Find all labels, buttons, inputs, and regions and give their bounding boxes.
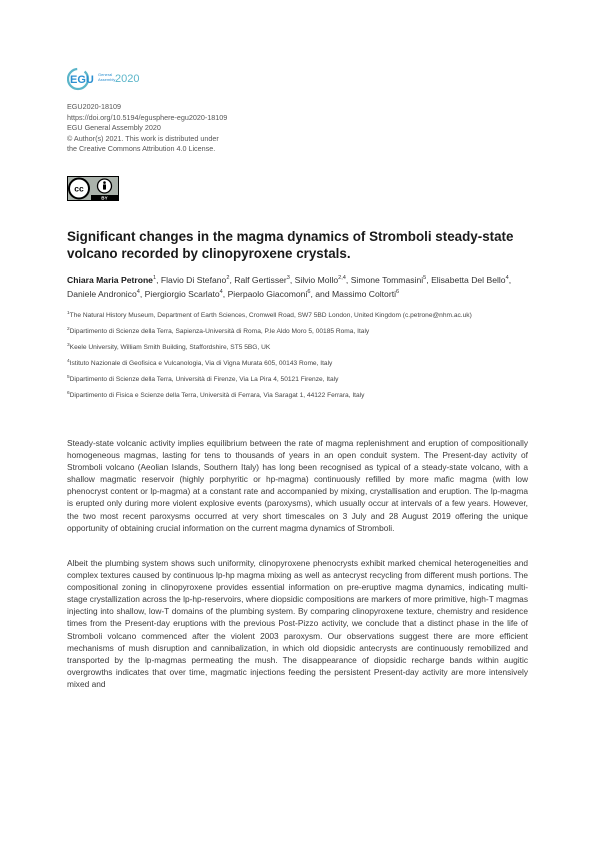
author-name: Elisabetta Del Bello: [431, 274, 506, 285]
affiliation-number: 6: [67, 391, 70, 397]
logo-subtext-2: Assembly: [98, 77, 116, 82]
doi-link[interactable]: https://doi.org/10.5194/egusphere-egu2020-18109: [67, 112, 228, 122]
affiliation-item: [67, 342, 537, 353]
affiliation-number: 1: [67, 311, 70, 316]
affiliation-text: Dipartimento di Fisica e Scienze della Terra, Università di Ferrara, Via Saragat 1, 44122 Ferrara, Italy: [69, 392, 365, 400]
author-affiliation: 2: [226, 275, 230, 281]
author-name: Pierpaolo Giacomoni: [227, 288, 308, 299]
affiliation-item: [67, 390, 537, 401]
conference-name: EGU General Assembly 2020: [67, 123, 161, 133]
abstract-paragraph-1: Steady-state volcanic activity implies equilibrium between the rate of magma replenishment and eruption of compositionally homogeneous magmas, lasting for tens to thousands of years in an open conduit system. The Present-day activity of Stromboli volcano (Aeolian Islands, Southern Italy) has long been recognised as typical of a steady-state volcano, with a shallow magmatic reservoir (highly porphyritic or hp-magma) continuously refilled by more mafic magma (with low phenocryst content or lp-magma) at a constant rate and accompanied by mixing, crystallisation and eruption. The lp-magma is erupted only during more violent explosive events (paroxysms), which usually occur at intervals of a few years. However, the two most recent paroxysms occurred at very short timescales on 3 July and 28 August 2019 offering the unique opportunity of obtaining crucial information on the current magma dynamics of Stromboli.: [67, 438, 528, 533]
author-affiliation: 4: [219, 289, 223, 296]
affiliation-item: [67, 374, 537, 385]
author-name: Chiara Maria Petrone: [67, 274, 153, 285]
author-name: Piergiorgio Scarlato: [144, 288, 220, 299]
authors-and: and: [315, 288, 330, 299]
copyright-line: © Author(s) 2021. This work is distributed under: [67, 133, 219, 143]
author-name: Daniele Andronico: [67, 288, 137, 299]
license-line: the Creative Commons Attribution 4.0 License.: [67, 144, 216, 154]
author-list: Chiara Maria Petrone$^1$, Flavio Di Stefano$^2$, Ralf Gertisser$^3$, Silvio Mollo$^{2,4}$, Simone Tommasini$^5$, Elisabetta Del Bello$^4$, Daniele Andronico$^4$, Piergiorgio Scarlato$^4$, Pierpaolo Giacomoni$^6$, and Massimo Coltorti$^6$: [67, 274, 512, 299]
author-affiliation: 4: [136, 289, 140, 296]
by-label: BY: [101, 195, 108, 201]
affiliation-item: [67, 358, 537, 369]
affiliation-number: 5: [67, 375, 70, 381]
affiliation-text: Dipartimento di Scienze della Terra, Sapienza-Università di Roma, P.le Aldo Moro 5, 00185 Roma, Italy: [69, 328, 370, 336]
egu-logo: [67, 66, 157, 92]
logo-subtext-1: General: [98, 72, 113, 77]
affiliation-text: Istituto Nazionale di Geofisica e Vulcanologia, Via di Vigna Murata 605, 00143 Rome, Italy: [69, 360, 333, 368]
affiliation-number: 4: [67, 359, 70, 365]
author-name: Ralf Gertisser: [234, 274, 287, 285]
author-affiliation: 1: [152, 275, 157, 281]
author-affiliation: 4: [505, 275, 509, 281]
logo-text: EGU: [70, 74, 94, 86]
author-name: Silvio Mollo: [294, 274, 339, 285]
abstract-id: EGU2020-18109: [67, 102, 121, 111]
author-affiliation: 3: [286, 275, 290, 281]
author-name: Massimo Coltorti: [332, 288, 396, 299]
affiliation-number: 2: [67, 327, 70, 333]
author-name: Simone Tommasini: [350, 274, 424, 285]
paper-title: Significant changes in the magma dynamics of Stromboli steady-state volcano recorded by clinopyroxene crystals.: [67, 229, 514, 262]
affiliation-item: [67, 310, 537, 321]
author-name: Flavio Di Stefano: [160, 274, 227, 285]
paper-metadata: [67, 102, 227, 155]
cc-by-icon[interactable]: [67, 176, 119, 201]
author-affiliation: 5: [423, 275, 427, 281]
logo-year: 2020: [115, 73, 140, 85]
affiliation-number: 3: [67, 343, 70, 349]
author-affiliation: 2,4: [338, 275, 346, 281]
cc-label: cc: [74, 183, 84, 194]
affiliation-list: [67, 310, 537, 406]
affiliation-text: Dipartimento di Scienze della Terra, Università di Firenze, Via La Pira 4, 50121 Firenze, Italy: [69, 376, 339, 384]
author-affiliation: 6: [396, 289, 400, 296]
author-affiliation: 6: [307, 289, 311, 296]
affiliation-text: The Natural History Museum, Department of Earth Sciences, Cromwell Road, SW7 5BD London, United Kingdom (c.petrone@nhm.ac.uk): [69, 312, 472, 320]
affiliation-item: [67, 326, 537, 337]
abstract-paragraph-2: Albeit the plumbing system shows such uniformity, clinopyroxene phenocrysts exhibit marked chemical heterogeneities and complex textures caused by continuous lp-hp magma mixing as well as antecryst recycling from different mush portions. The compositional zoning in clinopyroxene provides essential information on pre-eruptive magma dynamics, indicating multi-stage crystallization across the lp-hp-reservoirs, where diopsidic compositions are markers of more primitive, high-T magmas injecting into shallow, low-T domains of the plumbing system. By comparing clinopyroxene texture, chemistry and residence times from the Present-day eruptions with the previous Post-Pizzo activity, we conclude that a distinct phase in the life of Stromboli volcano commenced after the violent 2003 paroxysm. Our observations suggest there are more efficient mechanisms of mush disruption and cannibalization, in which old diopsidic antecrysts are continuously remobilized and transported by the lp-magmas permeating the mush. The disappearance of diopsidic recharge bands within augitic overgrowths indicates that over time, magmatic injections feeding the persistent Present-day activity are more intensively mixed and: [67, 558, 528, 689]
affiliation-text: Keele University, William Smith Building, Staffordshire, ST5 5BG, UK: [69, 344, 271, 352]
